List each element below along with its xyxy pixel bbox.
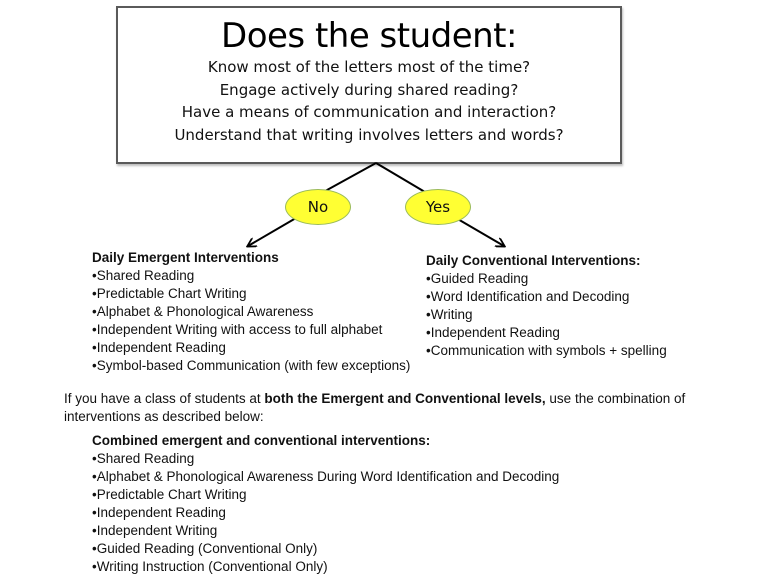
emergent-item: •Symbol-based Communication (with few exceptions) [92, 358, 411, 373]
combined-item: •Alphabet & Phonological Awareness During Word Identification and Decoding [92, 469, 560, 484]
combined-list [92, 432, 559, 576]
note-prefix: If you have a class of students at [64, 391, 265, 406]
emergent-item: •Independent Reading [92, 340, 226, 355]
no-oval [285, 189, 351, 225]
question-2: Engage actively during shared reading? [219, 80, 519, 99]
conventional-heading: Daily Conventional Interventions: [426, 253, 641, 268]
note-bold: both the Emergent and Conventional levels, [264, 391, 546, 406]
emergent-item: •Independent Writing with access to full alphabet [92, 322, 383, 337]
combined-item: •Predictable Chart Writing [92, 487, 247, 502]
emergent-list [92, 249, 410, 375]
emergent-heading: Daily Emergent Interventions [92, 250, 279, 265]
yes-label: Yes [425, 198, 451, 216]
combined-item: •Independent Writing [92, 523, 218, 538]
question-3: Have a means of communication and interaction? [181, 103, 557, 121]
conventional-item: •Communication with symbols + spelling [426, 343, 667, 358]
emergent-item: •Predictable Chart Writing [92, 286, 247, 301]
note-suffix: use the combination of interventions as described below: [64, 391, 686, 424]
conventional-item: •Word Identification and Decoding [426, 289, 630, 304]
yes-oval [405, 189, 471, 225]
combined-heading: Combined emergent and conventional interventions: [92, 433, 431, 448]
question-4: Understand that writing involves letters and words? [174, 125, 564, 144]
combined-item: •Shared Reading [92, 451, 195, 466]
conventional-list [426, 252, 667, 360]
combined-note [64, 390, 704, 426]
emergent-item: •Alphabet & Phonological Awareness [92, 304, 314, 319]
question-title: Does the student: [221, 16, 517, 56]
conventional-item: •Guided Reading [426, 271, 529, 286]
question-1: Know most of the letters most of the time? [207, 58, 531, 76]
conventional-item: •Writing [426, 307, 473, 322]
combined-item: •Guided Reading (Conventional Only) [92, 541, 318, 556]
combined-item: •Independent Reading [92, 505, 226, 520]
arrow-to-emergent [248, 218, 296, 246]
emergent-item: •Shared Reading [92, 268, 195, 283]
no-label: No [307, 198, 329, 216]
conventional-item: •Independent Reading [426, 325, 560, 340]
combined-item: •Writing Instruction (Conventional Only) [92, 559, 328, 574]
arrow-to-conventional [456, 218, 504, 246]
